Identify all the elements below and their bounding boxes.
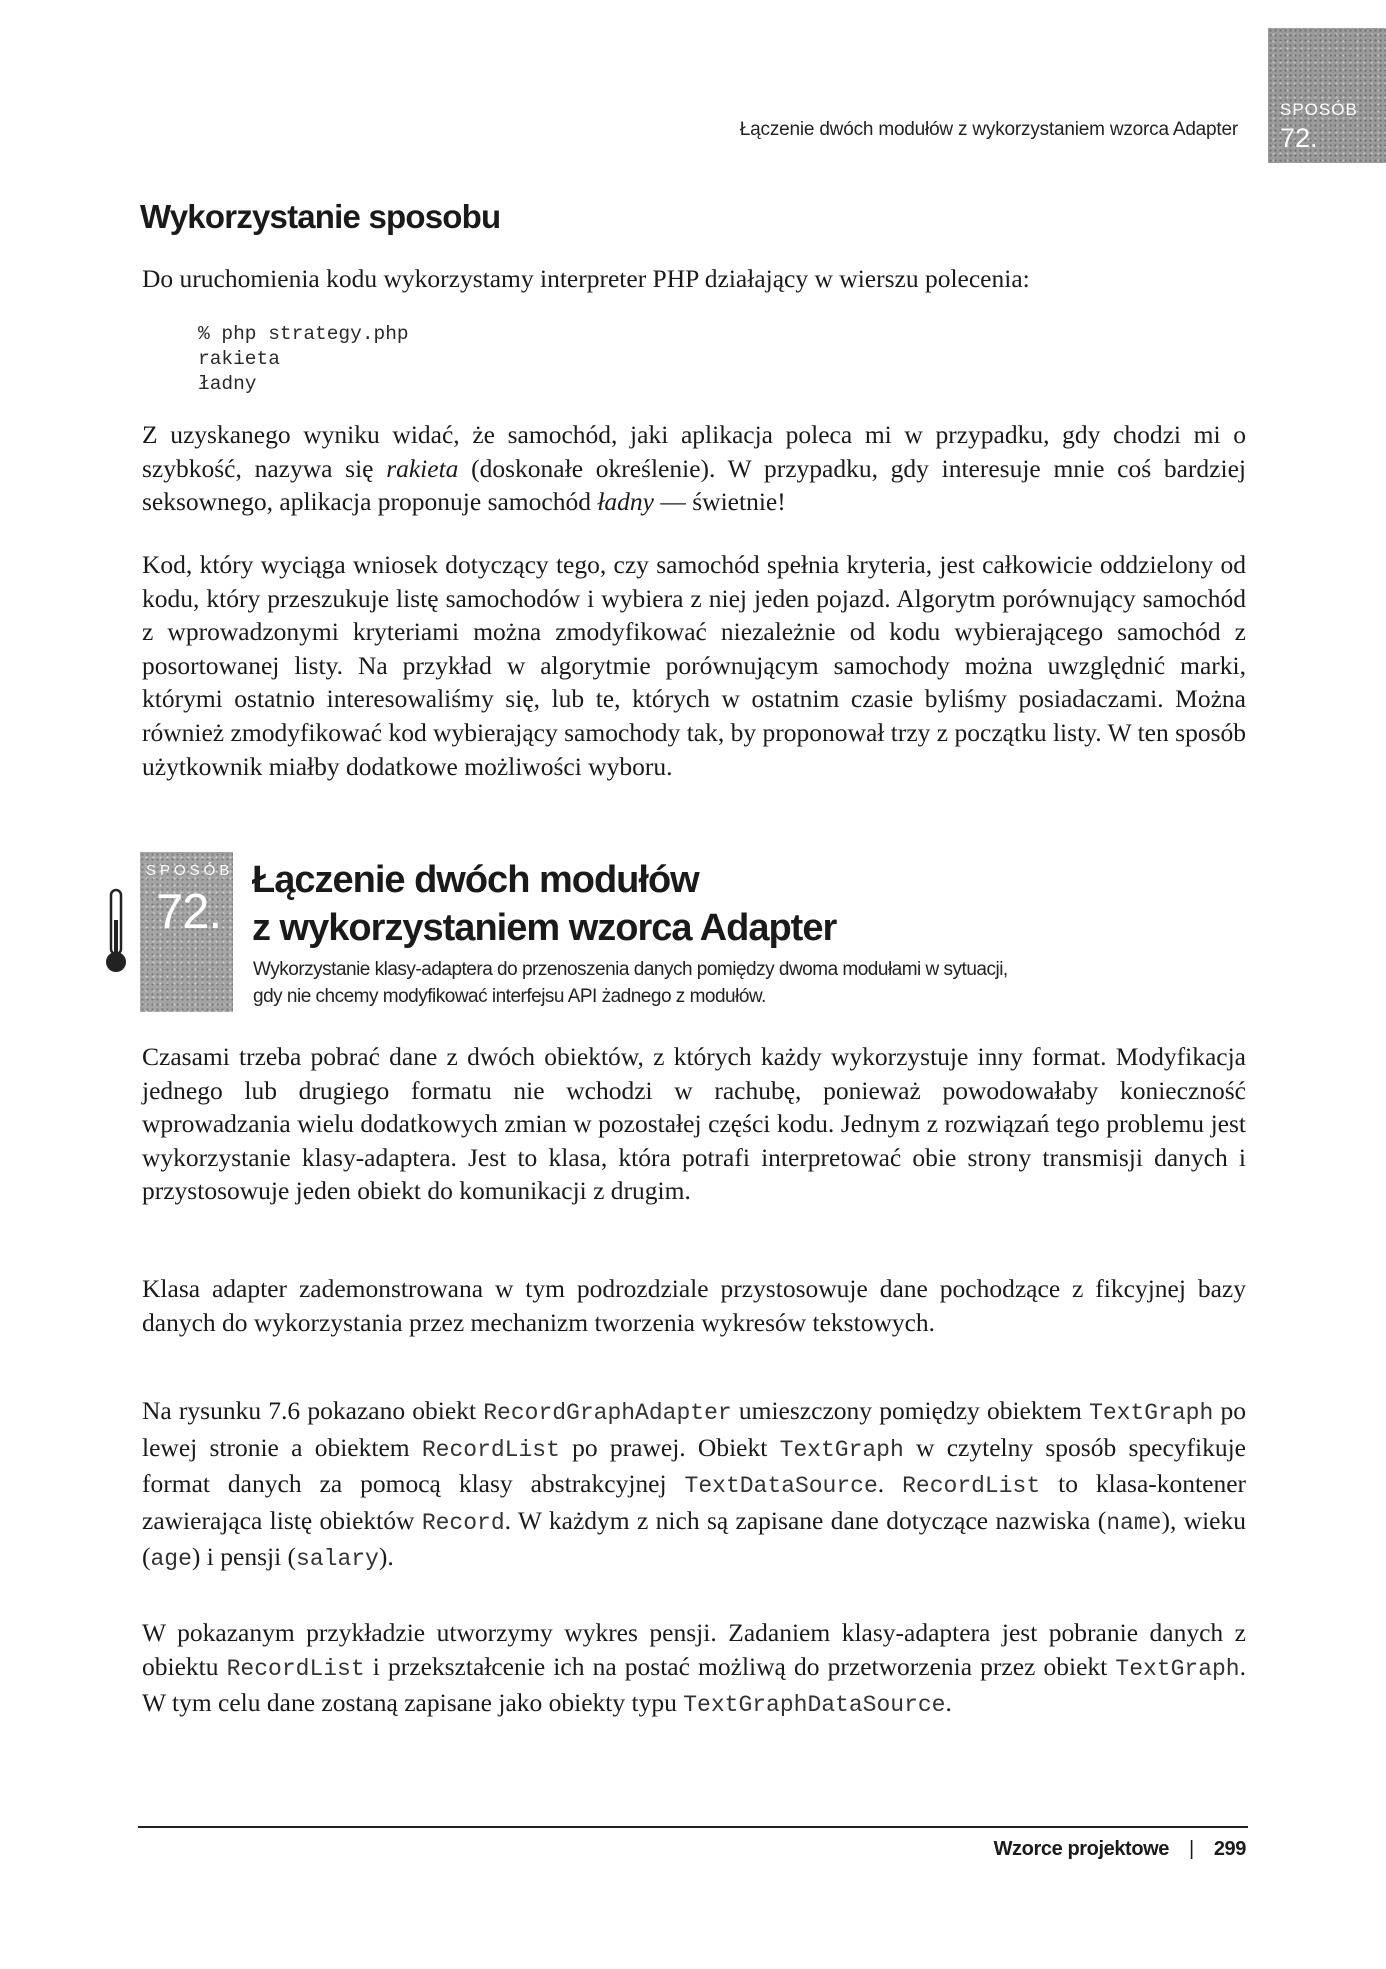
code-line: % php strategy.php xyxy=(198,323,409,345)
code-inline: RecordList xyxy=(902,1473,1041,1500)
corner-hack-tab xyxy=(1268,28,1386,163)
code-line: ładny xyxy=(198,373,257,395)
code-line: rakieta xyxy=(198,348,280,370)
hack-label: SPOSÓB xyxy=(146,862,234,879)
emphasis-rakieta: rakieta xyxy=(386,453,459,483)
paragraph-figure: Na rysunku 7.6 pokazano obiekt RecordGraphAdapter umieszczony pomiędzy obiektem TextGraph po lewej stronie a obiektem RecordList po prawej. Obiekt TextGraph w czytelny sposób specyfikuje format danych za pomocą klasy abstrakcyjnej TextDataSource. RecordList to klasa-kontener zawierająca listę obiektów Record. W każdym z nich są zapisane dane dotyczące nazwiska (name), wieku (age) i pensji (salary). xyxy=(142,1396,1247,1573)
code-inline: TextGraph xyxy=(779,1436,904,1463)
section-title: Wykorzystanie sposobu xyxy=(140,198,501,235)
paragraph-adapter-class: Klasa adapter zademonstrowana w tym podrozdziale przystosowuje dane pochodzące z fikcyjnej bazy danych do wykorzystania przez mechanizm tworzenia wykresów tekstowych. xyxy=(142,1274,1246,1337)
footer-rule xyxy=(138,1826,1248,1828)
code-inline: TextGraphDataSource xyxy=(683,1692,946,1719)
code-inline: RecordList xyxy=(421,1436,560,1463)
code-inline: RecordGraphAdapter xyxy=(483,1400,732,1426)
running-header: Łączenie dwóch modułów z wykorzystaniem wzorca Adapter xyxy=(739,119,1238,140)
hack-number: 72. xyxy=(156,885,222,939)
code-inline: TextGraph xyxy=(1089,1400,1214,1426)
paragraph-adapter-intro: Czasami trzeba pobrać dane z dwóch obiektów, z których każdy wykorzystuje inny format. Modyfikacja jednego lub drugiego formatu nie wchodzi w rachubę, ponieważ powodowałaby konieczność wprowadzania wielu dodatkowych zmian w pozostałej części kodu. Jednym z rozwiązań tego problemu jest wykorzystanie klasy-adaptera. Jest to klasa, która potrafi interpretować obie strony transmisji danych i przystosowuje jeden obiekt do komunikacji z drugim. xyxy=(142,1042,1246,1206)
hack-number-box xyxy=(140,852,233,1012)
code-inline: age xyxy=(150,1546,192,1573)
hack-title: Łączenie dwóch modułów z wykorzystaniem wzorca Adapter xyxy=(252,859,837,949)
code-block xyxy=(198,322,409,397)
code-inline: salary xyxy=(296,1546,379,1573)
corner-tab-number: 72. xyxy=(1280,123,1318,153)
page-number: 299 xyxy=(1213,1838,1246,1860)
code-inline: RecordList xyxy=(226,1655,365,1682)
footer-separator: | xyxy=(1189,1838,1194,1860)
page-footer xyxy=(994,1838,1246,1861)
code-inline: TextGraph xyxy=(1115,1655,1240,1682)
code-inline: name xyxy=(1106,1509,1162,1536)
paragraph-example: W pokazanym przykładzie utworzymy wykres pensji. Zadaniem klasy-adaptera jest pobranie danych z obiektu RecordList i przekształcenie ich na postać możliwą do przetworzenia przez obiekt TextGraph. W tym celu dane zostaną zapisane jako obiekty typu TextGraphDataSource. xyxy=(142,1618,1246,1719)
paragraph-algorithm: Kod, który wyciąga wniosek dotyczący tego, czy samochód spełnia kryteria, jest całkowicie oddzielony od kodu, który przeszukuje listę samochodów i wybiera z niej jeden pojazd. Algorytm porównujący samochód z wprowadzonymi kryteriami można zmodyfikować niezależnie od kodu wybierającego samochód z posortowanej listy. Na przykład w algorytmie porównującym samochody można uwzględnić marki, którymi ostatnio interesowaliśmy się, lub te, których w ostatnim czasie byliśmy posiadaczami. Można również zmodyfikować kod wybierający samochody tak, by proponował trzy z początku listy. W ten sposób użytkownik miałby dodatkowe możliwości wyboru. xyxy=(142,550,1246,781)
code-inline: Record xyxy=(421,1509,505,1536)
hack-subtitle: Wykorzystanie klasy-adaptera do przenoszenia danych pomiędzy dwoma modułami w sytuacji, gdy nie chcemy modyfikować interfejsu API żadnego z modułów. xyxy=(253,959,1008,1007)
thermometer-icon xyxy=(104,888,128,976)
footer-book-title: Wzorce projektowe xyxy=(993,1838,1170,1860)
paragraph-result: Z uzyskanego wyniku widać, że samochód, jaki aplikacja poleca mi w przypadku, gdy chodzi mi o szybkość, nazywa się rakieta (doskonałe określenie). W przypadku, gdy interesuje mnie coś bardziej seksownego, aplikacja proponuje samochód ładny — świetnie! xyxy=(142,420,1246,517)
code-inline: TextDataSource xyxy=(684,1473,878,1500)
emphasis-ladny: ładny xyxy=(597,487,654,517)
corner-tab-label: SPOSÓB xyxy=(1280,100,1358,119)
intro-paragraph: Do uruchomienia kodu wykorzystamy interpreter PHP działający w wierszu polecenia: xyxy=(142,264,1030,293)
